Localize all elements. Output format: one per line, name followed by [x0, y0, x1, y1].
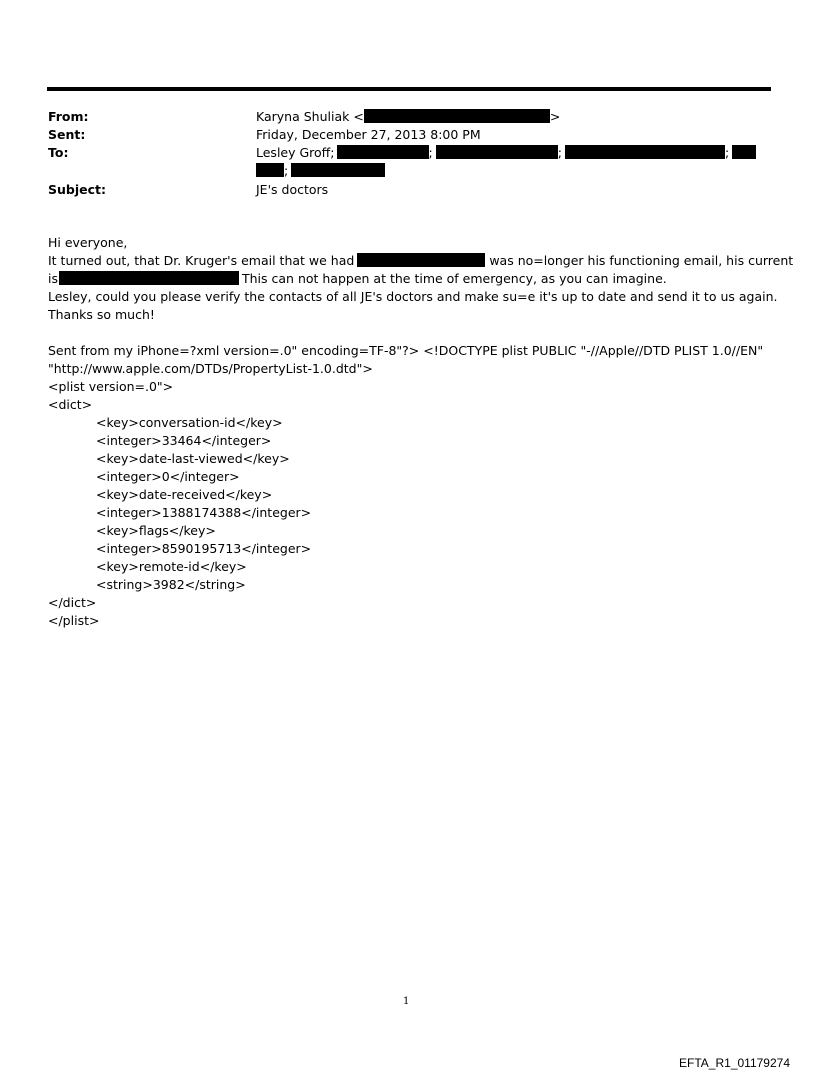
from-close: > [549, 109, 561, 124]
to-separator: ; [557, 145, 562, 160]
to-label: To: [48, 145, 69, 160]
sent-from-line: Sent from my iPhone=?xml version=.0" encoding=TF-8"?> <!DOCTYPE plist PUBLIC "-//Apple//DTD PLIST 1.0//EN" [48, 343, 764, 358]
body-line: Thanks so much! [48, 307, 155, 322]
redaction-box [357, 253, 485, 267]
plist-entry: <key>date-last-viewed</key> [96, 451, 290, 466]
redaction-box [291, 163, 385, 177]
body-text: It turned out, that Dr. Kruger's email that we had [48, 253, 355, 268]
subject-label: Subject: [48, 182, 106, 197]
plist-entry: <integer>33464</integer> [96, 433, 272, 448]
to-separator: ; [284, 163, 289, 178]
body-text: This can not happen at the time of emergency, as you can imagine. [242, 271, 667, 286]
plist-entry: <key>remote-id</key> [96, 559, 247, 574]
dtd-url-line: "http://www.apple.com/DTDs/PropertyList-1.0.dtd"> [48, 361, 373, 376]
redaction-box [565, 145, 725, 159]
plist-entry: <integer>0</integer> [96, 469, 240, 484]
body-line: Lesley, could you please verify the contacts of all JE's doctors and make su=e it's up to date and send it to us again. [48, 289, 778, 304]
dict-close: </dict> [48, 595, 97, 610]
redaction-box [59, 271, 239, 285]
from-name: Karyna Shuliak < [256, 109, 364, 124]
sent-label: Sent: [48, 127, 86, 142]
body-line [48, 270, 667, 288]
body-line [48, 252, 793, 270]
document-id: EFTA_R1_01179274 [679, 1056, 790, 1070]
header-rule [47, 87, 771, 91]
redaction-box [256, 163, 284, 177]
plist-entry: <string>3982</string> [96, 577, 246, 592]
from-label: From: [48, 109, 89, 124]
to-recipient: Lesley Groff; [256, 145, 335, 160]
from-value [256, 109, 560, 125]
sent-value: Friday, December 27, 2013 8:00 PM [256, 127, 481, 142]
page-number: 1 [403, 996, 410, 1007]
redaction-box [337, 145, 429, 159]
plist-close: </plist> [48, 613, 100, 628]
redaction-box [436, 145, 558, 159]
plist-entry: <key>date-received</key> [96, 487, 273, 502]
plist-entry: <key>flags</key> [96, 523, 216, 538]
body-text: is [48, 271, 58, 286]
greeting: Hi everyone, [48, 235, 128, 250]
dict-open: <dict> [48, 397, 93, 412]
plist-open: <plist version=.0"> [48, 379, 174, 394]
to-separator: ; [428, 145, 433, 160]
to-separator: ; [724, 145, 730, 160]
plist-entry: <key>conversation-id</key> [96, 415, 283, 430]
body-text: was no=longer his functioning email, his current [489, 253, 794, 268]
to-value-continued [256, 163, 385, 179]
redaction-box [364, 109, 550, 123]
to-value [256, 145, 756, 161]
redaction-box [732, 145, 756, 159]
plist-entry: <integer>8590195713</integer> [96, 541, 312, 556]
subject-value: JE's doctors [256, 182, 329, 197]
plist-entry: <integer>1388174388</integer> [96, 505, 312, 520]
